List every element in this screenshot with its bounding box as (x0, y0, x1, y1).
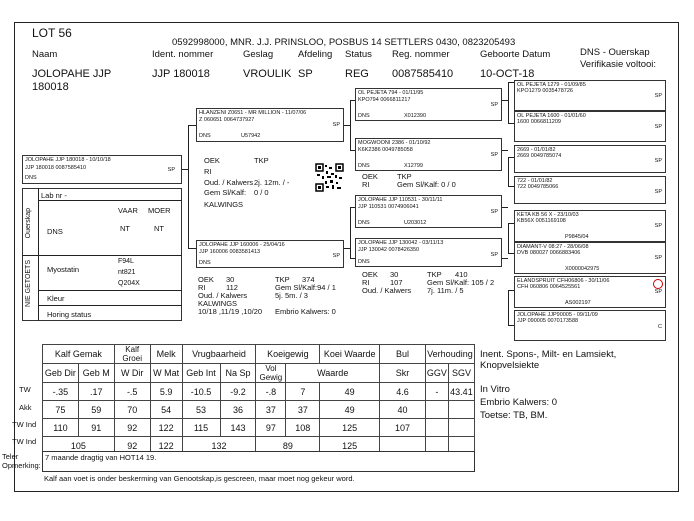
dam-oek: OEK (198, 275, 214, 284)
value-name: JOLOPAHE JJP (32, 68, 112, 80)
table-cell: 110 (43, 419, 79, 437)
sire-dns: DNS (199, 133, 211, 139)
gg-box-4 (514, 176, 666, 204)
table-cell: 105 (43, 437, 115, 455)
table-cell: 92 (114, 419, 150, 437)
myostatin-f94l: F94L (118, 258, 134, 265)
dns-moer: NT (154, 224, 164, 233)
dam-oud-val: 5j. 5m. / 3 (275, 291, 308, 300)
kleur-label: Kleur (47, 294, 65, 303)
info-embrio: Embrio Kalwers: 0 (480, 397, 558, 408)
gg3-line2: 2669 0049785074 (517, 153, 562, 159)
ds-line2: JJP 110531 0074906041 (358, 204, 419, 210)
sd-gem: Gem Sl/Kalf: 0 / 0 (397, 180, 456, 189)
sd-line1: MOGWOONI 2386 - 01/10/92 (358, 140, 431, 146)
address: 0592998000, MNR. J.J. PRINSLOO, POSBUS 14 SETTLERS 0430, 0823205493 (172, 37, 516, 48)
info-in-vitro: In Vitro (480, 384, 510, 395)
label-sex: Geslag (243, 49, 274, 60)
value-dob: 10-OCT-18 (480, 68, 535, 80)
dd-gem: Gem Sl/Kalf: 105 / 2 (427, 278, 495, 287)
nie-getoets-label: NIE GETOETS (25, 260, 32, 307)
dd-dns: DNS (358, 259, 370, 265)
subhead-geb-m: Geb M (78, 364, 114, 383)
myostatin-label: Myostatin (47, 265, 80, 274)
subhead-na-sp: Na Sp (220, 364, 256, 383)
ds-line1: JOLOPAHE JJP 110531 - 30/11/11 (358, 197, 443, 203)
row-label-akk: Akk (19, 403, 32, 412)
table-cell: 53 (182, 401, 220, 419)
group-bul: Bul (380, 345, 426, 364)
sd-dns: DNS (358, 163, 370, 169)
dns-vaar: NT (120, 224, 130, 233)
subhead-w-mat: W Mat (150, 364, 182, 383)
table-row (43, 383, 475, 401)
table-cell: -.5 (114, 383, 150, 401)
animal-line2: JJP 180018 0087585410 (25, 165, 87, 171)
table-cell (448, 401, 474, 419)
table-cell: 122 (150, 419, 182, 437)
table-cell: .17 (78, 383, 114, 401)
group-koei-waarde: Koei Waarde (320, 345, 380, 364)
dam-tkp: TKP (275, 275, 290, 284)
table-cell: 4.6 (380, 383, 426, 401)
sd-ri: RI (362, 180, 370, 189)
ss-dns-val: X012390 (404, 113, 427, 119)
table-cell (425, 419, 448, 437)
gg4-line2: 722 0049785066 (517, 184, 559, 190)
dam-ri-val: 112 (226, 283, 238, 292)
group-vrugbaarheid: Vrugbaarheid (182, 345, 256, 364)
sire-oud-val: 2j. 12m. / - (254, 178, 290, 187)
animal-box (22, 155, 182, 184)
value-dept: SP (298, 68, 313, 80)
gg6-line1: DIAMANT-V 08:27 - 28/06/08 (517, 244, 589, 250)
dd-line1: JOLOPAHE JJP 130042 - 03/11/13 (358, 240, 444, 246)
dd-oud-val: 7j. 11m. / 5 (427, 286, 464, 295)
dam-line2: JJP 160006 0083581413 (199, 249, 261, 255)
info-inent: Inent. Spons-, Milt- en Lamsiekt, (480, 349, 617, 360)
dam-dam-box (355, 238, 502, 267)
row-label-tw-ind-1: TW Ind (12, 420, 37, 429)
ebv-table (42, 344, 475, 455)
ouerskap-label: Ouerskap (25, 208, 32, 239)
dam-oek-val: 30 (226, 275, 235, 284)
dam-ri: RI (198, 283, 206, 292)
subhead-sgv: SGV (448, 364, 474, 383)
dd-oud: Oud. / Kalwers (362, 286, 412, 295)
table-cell: -.35 (43, 383, 79, 401)
gg-box-2 (514, 111, 666, 142)
gg-box-8 (514, 310, 666, 341)
animal-sp: SP (167, 167, 175, 173)
qr-code (315, 163, 344, 192)
value-id: JJP 180018 (152, 68, 210, 80)
table-row (43, 401, 475, 419)
label-dns-title: DNS - Ouerskap (580, 47, 650, 58)
myostatin-q204x: Q204X (118, 280, 140, 287)
sd-oek: OEK (362, 172, 378, 181)
value-reg: 0087585410 (392, 68, 454, 80)
group-melk: Melk (150, 345, 182, 364)
subhead-w-dir: W Dir (114, 364, 150, 383)
sd-line2: K6K2386 0049785058 (358, 147, 413, 153)
dd-oek: OEK (362, 270, 378, 279)
gg7-line1: ELANDSPRUIT CFH06806 - 30/11/06 (517, 278, 610, 284)
ds-dns-val: U203012 (404, 220, 427, 226)
ss-line2: KPO794 0066811217 (358, 97, 411, 103)
dam-tkp-val: 374 (302, 275, 315, 284)
table-cell: -9.2 (220, 383, 256, 401)
subhead-waarde: Waarde (286, 364, 380, 383)
footer-note: Kalf aan voet is onder beskerming van Genootskap,is gescreen, maar moet nog gekeur word. (44, 474, 355, 483)
teler-remark: 7 maande dragtig van HOT14 19. (45, 453, 157, 462)
ss-dns: DNS (358, 113, 370, 119)
gg5-sp: SP (654, 223, 662, 229)
gg2-line1: OL PEJETA 1600 - 01/01/60 (517, 113, 586, 119)
dd-ri-val: 107 (390, 278, 403, 287)
table-cell: 115 (182, 419, 220, 437)
gg6-dns: X0000042975 (565, 266, 600, 272)
sd-sp: SP (490, 152, 498, 158)
dam-box (196, 240, 344, 268)
gg5-line2: KB56X 0051169108 (517, 218, 566, 224)
subhead-ggv: GGV (425, 364, 448, 383)
label-status: Status (345, 49, 372, 60)
gg3-line1: 2669 - 01/01/82 (517, 147, 556, 153)
dam-sire-box (355, 195, 502, 228)
table-cell: 49 (320, 383, 380, 401)
table-cell: 143 (220, 419, 256, 437)
gg7-line2: CFH 060806 0064525561 (517, 284, 581, 290)
gg3-sp: SP (654, 158, 662, 164)
dd-tkp: TKP (427, 270, 442, 279)
gg2-sp: SP (654, 124, 662, 130)
table-row (43, 419, 475, 437)
sire-ri: RI (204, 167, 212, 176)
table-cell: 122 (150, 437, 182, 455)
table-cell: 132 (182, 437, 256, 455)
group-kalf-gemak: Kalf Gemak (43, 345, 115, 364)
value-name-2: 180018 (32, 81, 69, 93)
gg8-line2: JJP 090005 0070173588 (517, 318, 579, 324)
table-cell (448, 419, 474, 437)
gg7-sp: SP (654, 289, 662, 295)
gg8-sp: C (658, 324, 662, 330)
table-cell: 108 (286, 419, 320, 437)
moer-header: MOER (148, 206, 171, 215)
label-dns-sub: Verifikasie voltooi: (580, 59, 657, 70)
label-reg: Reg. nommer (392, 49, 450, 60)
sd-dns-val: X12799 (404, 163, 423, 169)
gg-box-1 (514, 80, 666, 111)
ss-line1: OL PEJETA 794 - 01/11/95 (358, 90, 424, 96)
value-sex: VROULIK (243, 68, 292, 80)
gg5-line1: KETA KB 56 X - 23/10/03 (517, 212, 579, 218)
gg-box-6 (514, 242, 666, 274)
row-label-tw-ind-2: TW Ind (12, 437, 37, 446)
teler-label: Teler Opmerking: (2, 452, 41, 470)
table-cell: 75 (43, 401, 79, 419)
table-cell: 89 (256, 437, 320, 455)
sire-tkp: TKP (254, 156, 269, 165)
sire-gem-val: 0 / 0 (254, 188, 269, 197)
subhead-vol-gewig: Vol Gewig (256, 364, 286, 383)
ds-dns: DNS (358, 220, 370, 226)
gg6-sp: SP (654, 255, 662, 261)
sire-dam-box (355, 138, 502, 171)
dam-line1: JOLOPAHE JJP 160006 - 25/04/16 (199, 242, 285, 248)
table-cell: 97 (256, 419, 286, 437)
sire-box (196, 108, 344, 142)
sire-oek: OEK (204, 156, 220, 165)
lot-number: LOT 56 (32, 26, 72, 40)
dam-sp: SP (332, 253, 340, 259)
table-cell: 125 (320, 437, 380, 455)
sire-line2: Z 060651 0064737927 (199, 117, 255, 123)
vaar-header: VAAR (118, 206, 138, 215)
ss-sp: SP (490, 102, 498, 108)
sire-sp: SP (332, 122, 340, 128)
dam-gem: Gem Sl/Kalf:94 / 1 (275, 283, 336, 292)
table-cell (425, 401, 448, 419)
gg5-dns: P9845/04 (565, 234, 589, 240)
dd-oek-val: 30 (390, 270, 399, 279)
gg4-line1: 722 - 01/01/82 (517, 178, 553, 184)
row-label-tw: TW (19, 385, 31, 394)
table-cell: 92 (114, 437, 150, 455)
label-name: Naam (32, 49, 58, 60)
sire-gem: Gem Sl/Kalf: (204, 188, 247, 197)
sire-line1: HLANZENI Z0651 - MR MILLION - 11/07/06 (199, 110, 307, 116)
table-cell: 37 (256, 401, 286, 419)
table-cell: -10.5 (182, 383, 220, 401)
sire-sire-box (355, 88, 502, 121)
gg1-line2: KPO1279 0035478726 (517, 88, 573, 94)
gg-box-3 (514, 145, 666, 173)
sire-kalwings: KALWINGS (204, 200, 244, 209)
table-cell: -.8 (256, 383, 286, 401)
subhead-geb-int: Geb Int (182, 364, 220, 383)
gg-box-5 (514, 210, 666, 242)
animal-line1: JOLOPAHE JJP 180018 - 10/10/18 (25, 157, 111, 163)
horing-label: Horing status (47, 310, 92, 319)
dd-ri: RI (362, 278, 370, 287)
registration-badge-icon (653, 279, 663, 289)
table-cell: 5.9 (150, 383, 182, 401)
dam-embrio: Embrio Kalwers: 0 (275, 307, 336, 316)
dam-kal-vals: 10/18 ,11/19 ,10/20 (198, 307, 263, 316)
group-verhouding: Verhouding (425, 345, 474, 364)
dd-line2: JJP 130042 0078426350 (358, 247, 420, 253)
table-cell: 49 (320, 401, 380, 419)
table-cell: 37 (286, 401, 320, 419)
value-status: REG (345, 68, 369, 80)
table-cell: 125 (320, 419, 380, 437)
subhead-geb-dir: Geb Dir (43, 364, 79, 383)
table-cell: 43.41 (448, 383, 474, 401)
table-cell: 54 (150, 401, 182, 419)
sire-dns-val: U57942 (241, 133, 261, 139)
dam-kalwings: KALWINGS (198, 299, 238, 308)
label-dept: Afdeling (298, 49, 333, 60)
table-cell: 59 (78, 401, 114, 419)
table-cell: 7 (286, 383, 320, 401)
subhead-skr: Skr (380, 364, 426, 383)
label-dob: Geboorte Datum (480, 49, 551, 60)
dam-oud: Oud. / Kalwers (198, 291, 248, 300)
gg1-sp: SP (654, 93, 662, 99)
table-cell: 36 (220, 401, 256, 419)
info-toetse: Toetse: TB, BM. (480, 410, 548, 421)
gg1-line1: OL PEJETA 1279 - 01/09/85 (517, 82, 586, 88)
sd-tkp: TKP (397, 172, 412, 181)
dd-sp: SP (490, 252, 498, 258)
lab-nr: Lab nr - (41, 191, 67, 200)
table-cell: 107 (380, 419, 426, 437)
sire-oud: Oud. / Kalwers (204, 178, 254, 187)
group-kalf-groei: Kalf Groei (114, 345, 150, 364)
table-cell: 70 (114, 401, 150, 419)
gg6-line2: DVB 080027 0066883406 (517, 250, 581, 256)
ds-sp: SP (490, 209, 498, 215)
label-id: Ident. nommer (152, 49, 214, 60)
gg4-sp: SP (654, 189, 662, 195)
info-knopvel: Knopvelsiekte (480, 360, 540, 371)
dam-dns: DNS (199, 260, 211, 266)
dns-label: DNS (47, 227, 63, 236)
table-cell: 91 (78, 419, 114, 437)
gg8-line1: JOLOPAHE JJP90005 - 09/11/09 (517, 312, 598, 318)
group-koeigewig: Koeigewig (256, 345, 320, 364)
gg2-line2: 1600 0066811209 (517, 119, 561, 125)
table-cell: - (425, 383, 448, 401)
dd-tkp-val: 410 (455, 270, 468, 279)
table-cell: 40 (380, 401, 426, 419)
gg-box-7 (514, 276, 666, 308)
myostatin-nt821: nt821 (118, 269, 136, 276)
animal-dns: DNS (25, 175, 37, 181)
gg7-dns: AS002197 (565, 300, 591, 306)
